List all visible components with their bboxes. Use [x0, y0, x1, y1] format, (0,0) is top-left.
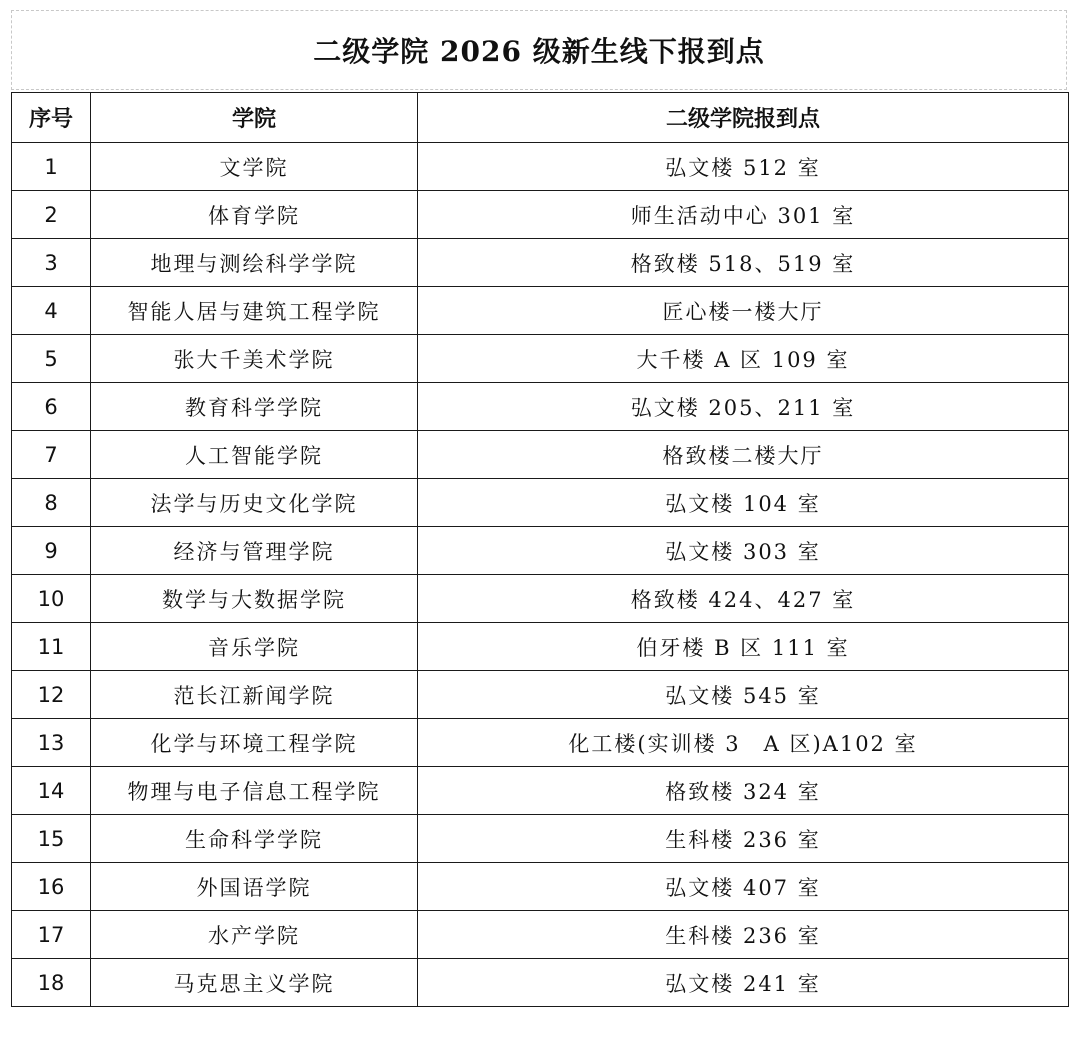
header-index: 序号	[12, 93, 91, 143]
row-college: 人工智能学院	[91, 431, 418, 479]
table-row	[12, 671, 1069, 719]
row-index: 6	[12, 383, 91, 431]
row-index: 12	[12, 671, 91, 719]
table-header-row	[12, 93, 1069, 143]
row-index: 8	[12, 479, 91, 527]
row-college: 外国语学院	[91, 863, 418, 911]
row-index: 11	[12, 623, 91, 671]
row-college: 范长江新闻学院	[91, 671, 418, 719]
row-index: 9	[12, 527, 91, 575]
table-row	[12, 863, 1069, 911]
row-location: 大千楼 A 区 109 室	[418, 335, 1069, 383]
row-location: 格致楼 518、519 室	[418, 239, 1069, 287]
row-index: 3	[12, 239, 91, 287]
row-college: 法学与历史文化学院	[91, 479, 418, 527]
row-location: 生科楼 236 室	[418, 815, 1069, 863]
row-index: 17	[12, 911, 91, 959]
row-location: 弘文楼 205、211 室	[418, 383, 1069, 431]
row-index: 18	[12, 959, 91, 1007]
table-row	[12, 143, 1069, 191]
row-college: 化学与环境工程学院	[91, 719, 418, 767]
row-college: 生命科学学院	[91, 815, 418, 863]
row-location: 生科楼 236 室	[418, 911, 1069, 959]
table-row	[12, 287, 1069, 335]
row-location: 弘文楼 303 室	[418, 527, 1069, 575]
table-row	[12, 767, 1069, 815]
table-row	[12, 239, 1069, 287]
row-college: 音乐学院	[91, 623, 418, 671]
row-index: 1	[12, 143, 91, 191]
header-location: 二级学院报到点	[418, 93, 1069, 143]
row-location: 弘文楼 104 室	[418, 479, 1069, 527]
row-index: 13	[12, 719, 91, 767]
row-college: 教育科学学院	[91, 383, 418, 431]
row-college: 智能人居与建筑工程学院	[91, 287, 418, 335]
row-location: 师生活动中心 301 室	[418, 191, 1069, 239]
table-row	[12, 959, 1069, 1007]
row-location: 化工楼(实训楼 3 A 区)A102 室	[418, 719, 1069, 767]
row-college: 地理与测绘科学学院	[91, 239, 418, 287]
row-location: 匠心楼一楼大厅	[418, 287, 1069, 335]
row-index: 4	[12, 287, 91, 335]
row-college: 马克思主义学院	[91, 959, 418, 1007]
registration-table	[11, 92, 1069, 1007]
row-index: 14	[12, 767, 91, 815]
row-college: 经济与管理学院	[91, 527, 418, 575]
page-title: 二级学院 2026 级新生线下报到点	[313, 35, 765, 68]
row-college: 体育学院	[91, 191, 418, 239]
row-location: 格致楼 324 室	[418, 767, 1069, 815]
row-location: 格致楼 424、427 室	[418, 575, 1069, 623]
row-location: 弘文楼 512 室	[418, 143, 1069, 191]
row-index: 16	[12, 863, 91, 911]
row-location: 格致楼二楼大厅	[418, 431, 1069, 479]
table-row	[12, 575, 1069, 623]
table-row	[12, 527, 1069, 575]
row-college: 物理与电子信息工程学院	[91, 767, 418, 815]
row-index: 15	[12, 815, 91, 863]
row-college: 张大千美术学院	[91, 335, 418, 383]
header-college: 学院	[91, 93, 418, 143]
table-row	[12, 335, 1069, 383]
table-row	[12, 911, 1069, 959]
row-location: 弘文楼 241 室	[418, 959, 1069, 1007]
row-college: 文学院	[91, 143, 418, 191]
row-location: 弘文楼 407 室	[418, 863, 1069, 911]
row-college: 水产学院	[91, 911, 418, 959]
table-row	[12, 479, 1069, 527]
table-row	[12, 719, 1069, 767]
table-row	[12, 623, 1069, 671]
row-college: 数学与大数据学院	[91, 575, 418, 623]
table-row	[12, 383, 1069, 431]
row-index: 7	[12, 431, 91, 479]
row-index: 5	[12, 335, 91, 383]
row-location: 伯牙楼 B 区 111 室	[418, 623, 1069, 671]
table-row	[12, 191, 1069, 239]
row-index: 10	[12, 575, 91, 623]
title-box	[11, 10, 1067, 90]
table-row	[12, 815, 1069, 863]
table-body	[12, 143, 1069, 1007]
row-index: 2	[12, 191, 91, 239]
table-row	[12, 431, 1069, 479]
row-location: 弘文楼 545 室	[418, 671, 1069, 719]
